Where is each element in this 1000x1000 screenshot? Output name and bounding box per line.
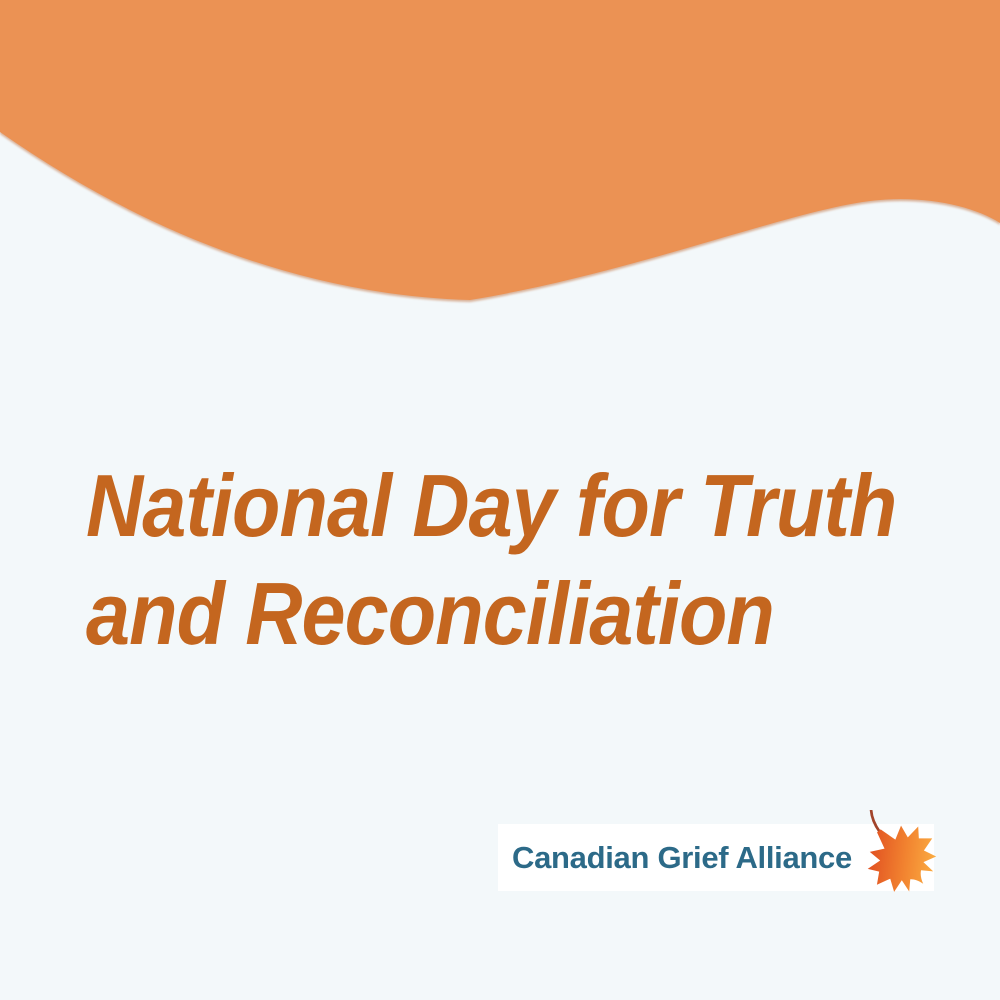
wave-shape (0, 0, 1000, 330)
page-title (86, 452, 896, 668)
maple-leaf-svg (845, 810, 950, 912)
maple-leaf-icon (845, 810, 950, 912)
logo-text: Canadian Grief Alliance (512, 839, 852, 875)
leaf-stem (863, 810, 889, 832)
leaf-blade (851, 810, 950, 907)
title-line-2: and Reconciliation (86, 564, 774, 664)
title-line-1: National Day for Truth (86, 456, 897, 555)
